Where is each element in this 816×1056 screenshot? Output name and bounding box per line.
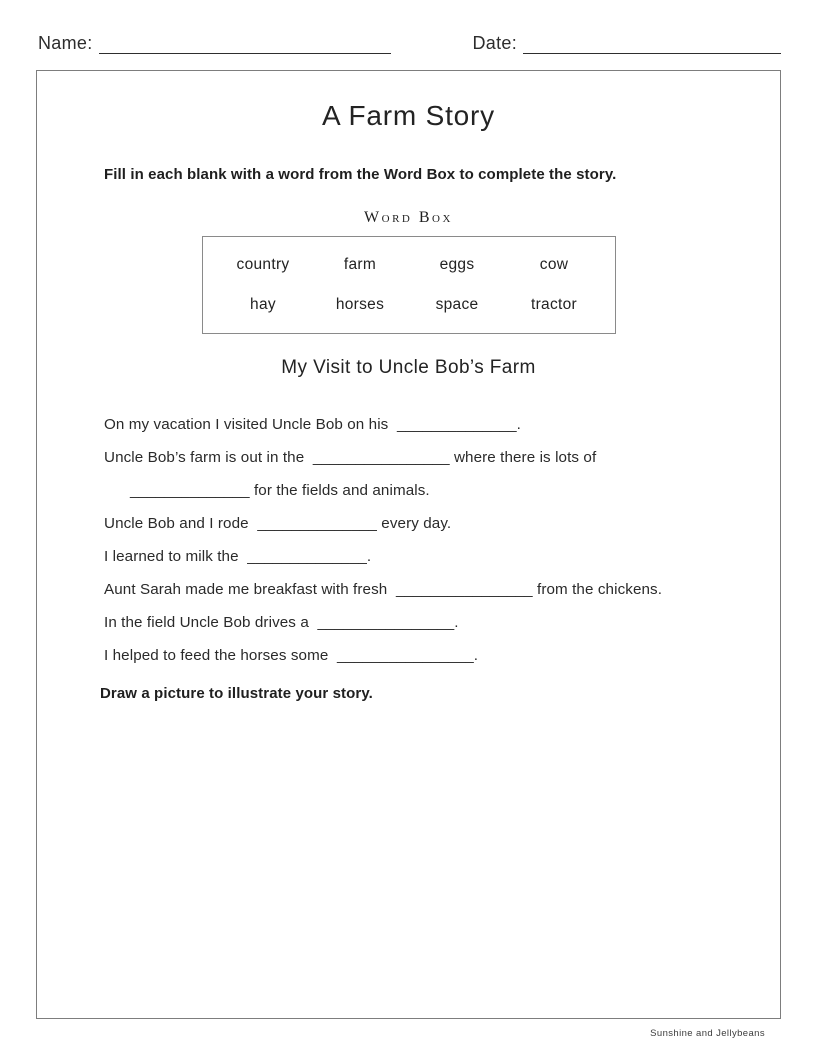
- word-box-word: tractor: [530, 296, 578, 313]
- credit-text: Sunshine and Jellybeans: [650, 1028, 765, 1039]
- draw-instruction: Draw a picture to illustrate your story.: [100, 685, 373, 702]
- story-line: In the field Uncle Bob drives a ________________.: [104, 614, 459, 631]
- word-box-word: eggs: [439, 256, 475, 273]
- name-field: [38, 33, 391, 54]
- word-box-word: space: [435, 296, 479, 313]
- word-box-word: farm: [343, 256, 377, 273]
- story-body: [104, 408, 768, 672]
- header-row: [0, 0, 816, 54]
- word-box-word: cow: [539, 256, 569, 273]
- story-line: I helped to feed the horses some ________________.: [104, 647, 479, 664]
- story-line: I learned to milk the ______________.: [104, 548, 372, 565]
- date-blank: [523, 33, 781, 54]
- word-box-word: horses: [335, 296, 385, 313]
- story-line: Uncle Bob’s farm is out in the ________________ where there is lots of: [104, 449, 597, 466]
- story-line: On my vacation I visited Uncle Bob on his ______________.: [104, 416, 521, 433]
- name-label: Name:: [38, 33, 93, 53]
- date-field: [472, 33, 781, 54]
- story-line: ______________ for the fields and animals.: [130, 482, 430, 499]
- fill-in-instruction: Fill in each blank with a word from the Word Box to complete the story.: [104, 166, 617, 183]
- name-blank: [99, 33, 391, 54]
- word-box-word: country: [236, 256, 290, 273]
- word-box-label: Word Box: [364, 209, 453, 226]
- worksheet-border-box: [36, 70, 781, 1019]
- word-box-word: hay: [250, 296, 276, 313]
- word-box: [202, 236, 616, 334]
- story-line: Uncle Bob and I rode ______________ every day.: [104, 515, 452, 532]
- page-title: A Farm Story: [322, 100, 495, 131]
- date-label: Date:: [472, 33, 517, 53]
- story-title: My Visit to Uncle Bob’s Farm: [281, 357, 536, 378]
- story-line: Aunt Sarah made me breakfast with fresh ________________ from the chickens.: [104, 581, 663, 598]
